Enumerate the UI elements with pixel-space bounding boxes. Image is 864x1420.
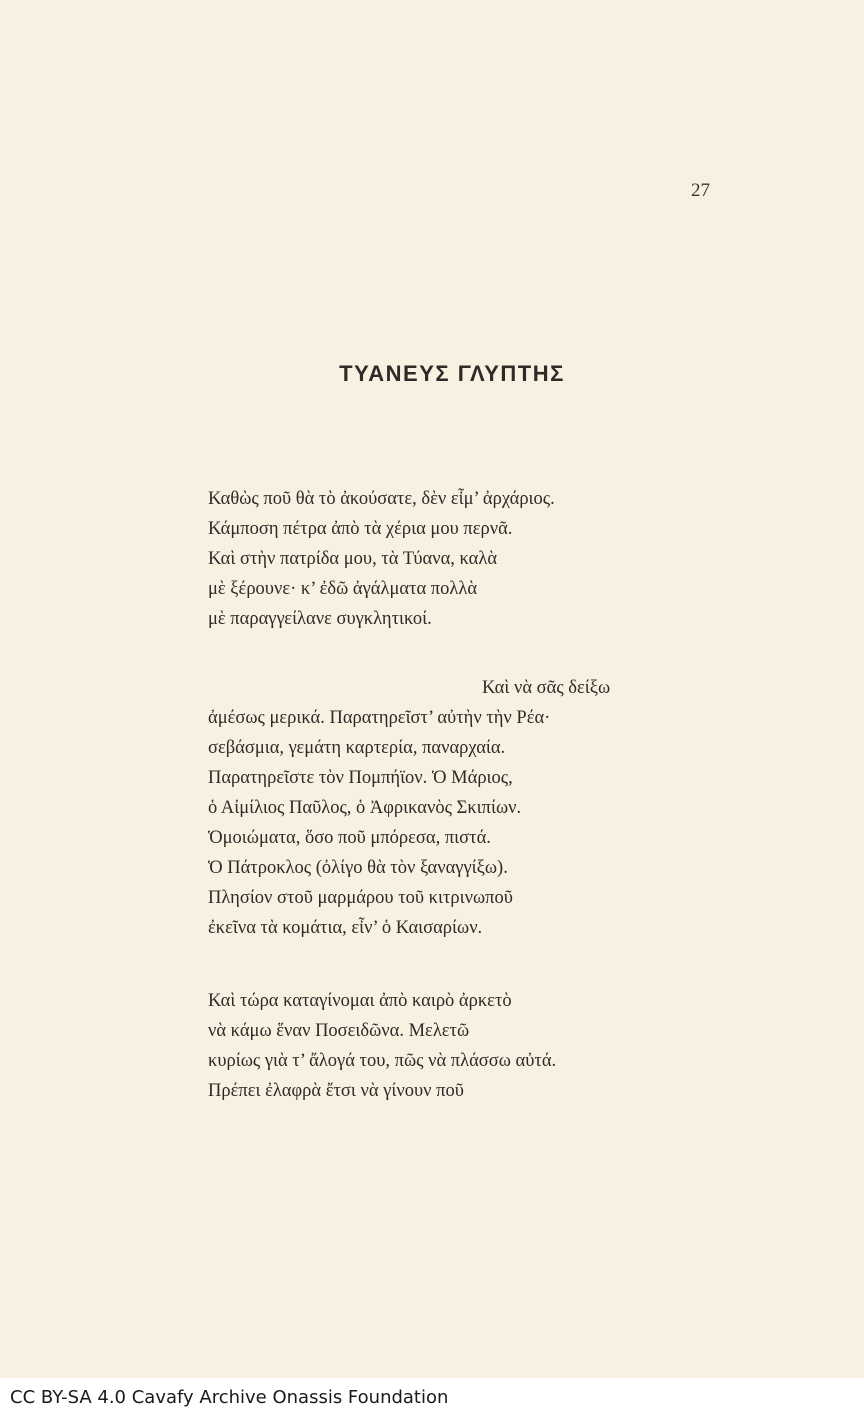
page-number: 27 <box>691 180 710 201</box>
poem-line: μὲ παραγγείλανε συγκλητικοί. <box>208 609 432 629</box>
poem-line: Καὶ τώρα καταγίνομαι ἀπὸ καιρὸ ἀρκετὸ <box>208 991 512 1011</box>
poem-line: Ὁμοιώματα, ὅσο ποῦ μπόρεσα, πιστά. <box>208 828 491 848</box>
poem-line: Καὶ στὴν πατρίδα μου, τὰ Τύανα, καλὰ <box>208 549 498 569</box>
poem-line: μὲ ξέρουνε· κ’ ἐδῶ ἀγάλματα πολλὰ <box>208 579 478 599</box>
poem-line: ὁ Αἰμίλιος Παῦλος, ὁ Ἀφρικανὸς Σκιπίων. <box>208 798 522 818</box>
poem-line: κυρίως γιὰ τ’ ἄλογά του, πῶς νὰ πλάσσω αὐτά. <box>208 1051 557 1071</box>
poem-line: νὰ κάμω ἕναν Ποσειδῶνα. Μελετῶ <box>208 1021 470 1041</box>
poem-line: Πλησίον στοῦ μαρμάρου τοῦ κιτρινωποῦ <box>208 888 513 908</box>
poem-line: Καθὼς ποῦ θὰ τὸ ἀκούσατε, δὲν εἶμ’ ἀρχάριος. <box>208 489 555 509</box>
poem-line: Καὶ νὰ σᾶς δείξω <box>482 678 611 698</box>
poem-line: ἀμέσως μερικά. Παρατηρεῖστ’ αὐτὴν τὴν Ρέα· <box>208 708 551 728</box>
stanza-2 <box>208 673 668 943</box>
poem-title: ΤΥΑΝΕΥΣ ΓΛΥΠΤΗΣ <box>339 361 565 386</box>
poem-line: ἐκεῖνα τὰ κομάτια, εἶν’ ὁ Καισαρίων. <box>208 918 483 938</box>
license-credit: CC BY-SA 4.0 Cavafy Archive Onassis Foundation <box>10 1387 449 1408</box>
stanza-3 <box>208 986 668 1106</box>
poem-line: Κάμποση πέτρα ἀπὸ τὰ χέρια μου περνᾶ. <box>208 519 513 539</box>
poem-line: σεβάσμια, γεμάτη καρτερία, παναρχαία. <box>208 738 506 758</box>
poem-line: Πρέπει ἐλαφρὰ ἔτσι νὰ γίνουν ποῦ <box>208 1081 464 1101</box>
stanza-1 <box>208 484 668 634</box>
poem-line: Παρατηρεῖστε τὸν Πομπήϊον. Ὁ Μάριος, <box>208 768 513 788</box>
poem-line: Ὁ Πάτροκλος (ὀλίγο θὰ τὸν ξαναγγίξω). <box>208 858 508 878</box>
